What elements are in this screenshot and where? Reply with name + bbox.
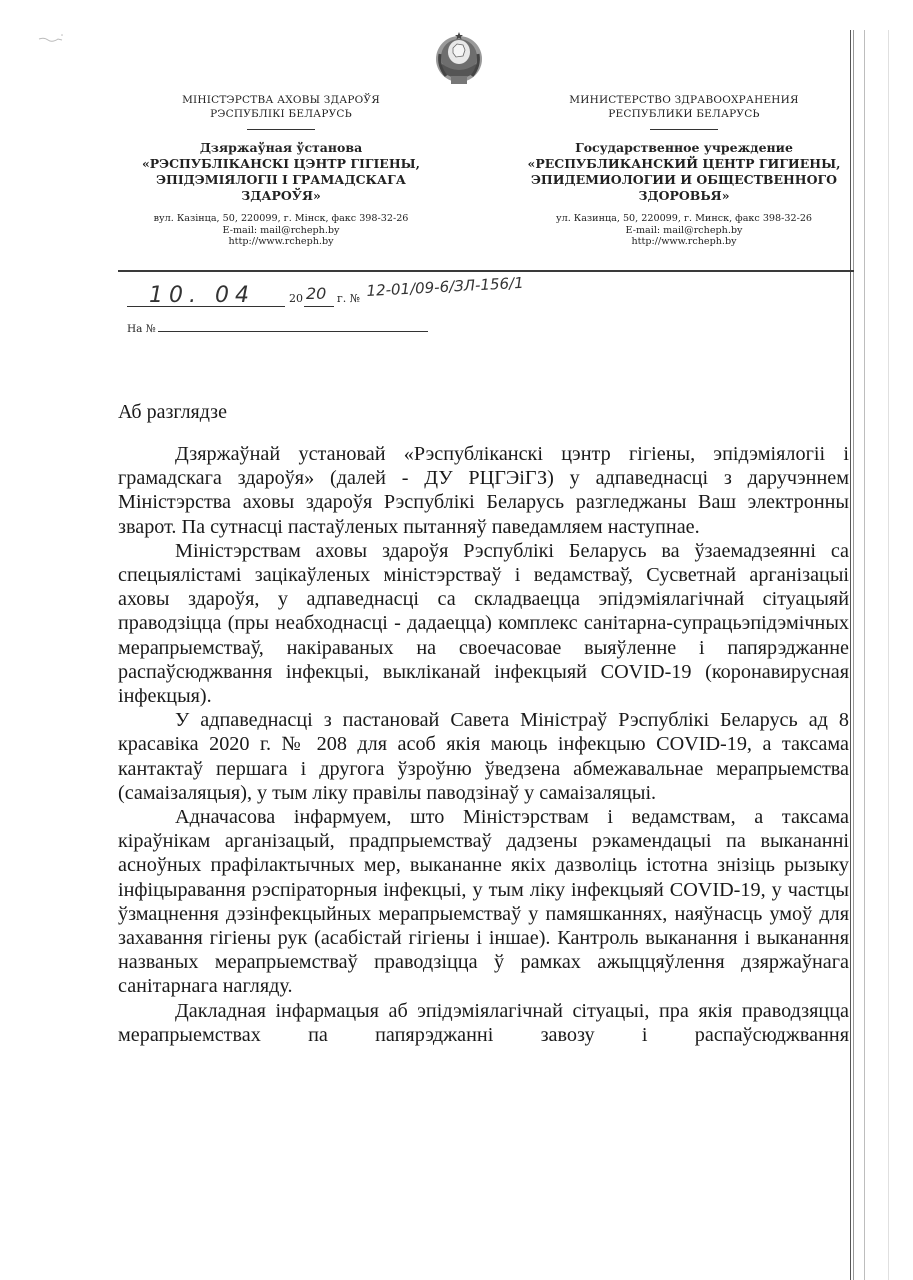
handwritten-date: 10. 04 — [149, 283, 255, 308]
number-label: г. № — [337, 292, 361, 305]
ministry-country: РЕСПУБЛИКИ БЕЛАРУСЬ — [608, 108, 760, 120]
year-field — [304, 282, 334, 307]
letterhead-rule — [118, 270, 854, 272]
website: http://www.rcheph.by — [631, 236, 737, 247]
subject-line: Аб разглядзе — [118, 401, 227, 423]
handwritten-year: 20 — [306, 284, 327, 303]
email: E-mail: mail@rcheph.by — [625, 224, 743, 236]
paragraph: Дакладная інфармацыя аб эпідэміялагічнай сітуацыі, пра якія праводзяцца мерапрыемствах па папярэджанні завозу і распаўсюджвання — [118, 999, 849, 1046]
scan-edge-line — [864, 30, 865, 1280]
institution-name-line: «РЕСПУБЛИКАНСКИЙ ЦЕНТР ГИГИЕНЫ, — [527, 156, 841, 171]
paragraph: Міністэрствам аховы здароўя Рэспублікі Беларусь ва ўзаемадзеянні са спецыялістамі зацікаўленых міністэрстваў і ведамстваў, Сусветнай арганізацыі аховы здароўя, у адпаведнасці са складваецца эпідэміялагічнай сітуацыяй праводзіцца (пры неабходнасці - дадаецца) комплекс санітарна-супрацьэпідэмічных мерапрыемстваў, накіраваных на своечасовае выяўленне і папярэджанне распаўсюджвання інфекцыі, выкліканай інфекцыяй COVID-19 (коронавирусная інфекцыя). — [118, 539, 849, 708]
paragraph: У адпаведнасці з пастановай Савета Міністраў Рэспублікі Беларусь ад 8 красавіка 2020 г. № 208 для асоб якія маюць інфекцыю COVID-19, а таксама кантактаў першага і другога ўзроўню ўведзена абмежавальнае мерапрыемства (самаізаляцыя), у тым ліку правілы паводзінаў у самаізаляцыі. — [118, 709, 849, 804]
letterhead-russian — [512, 93, 856, 248]
ministry-name: МІНІСТЭРСТВА АХОВЫ ЗДАРОЎЯ — [182, 94, 380, 106]
handwritten-reference-number: 12-01/09-6/ЗЛ-156/1 — [366, 273, 525, 300]
ministry-country: РЭСПУБЛІКІ БЕЛАРУСЬ — [210, 108, 352, 120]
scan-edge-line — [888, 30, 889, 1280]
institution-name-line: ЗДОРОВЬЯ» — [638, 188, 730, 203]
address: вул. Казінца, 50, 220099, г. Мінск, факс 398-32-26 — [153, 213, 409, 224]
letterhead-belarusian — [108, 93, 454, 248]
website: http://www.rcheph.by — [228, 236, 334, 247]
institution-type: Дзяржаўная ўстанова — [199, 140, 363, 155]
institution-type: Государственное учреждение — [575, 140, 793, 155]
ministry-name: МИНИСТЕРСТВО ЗДРАВООХРАНЕНИЯ — [569, 94, 799, 106]
date-field — [127, 282, 285, 307]
reply-to-line — [127, 321, 428, 335]
divider — [650, 129, 718, 130]
letter-body — [118, 442, 849, 1047]
registration-line — [127, 273, 587, 308]
institution-name-line: ЗДАРОЎЯ» — [241, 188, 321, 203]
institution-name-line: ЭПІДЭМІЯЛОГІІ І ГРАМАДСКАГА — [156, 172, 406, 187]
paragraph: Адначасова інфармуем, што Міністэрствам і ведамствам, а таксама кіраўнікам арганізацый, прадпрыемстваў дадзены рэкамендацыі па выкананні асноўных прафілактычных мер, выкананне якіх дазволіць істотна знізіць рызыку інфіцыравання рэспіраторныя інфекцыі, у тым ліку інфекцыяй COVID-19, у частцы ўзмацнення дэзінфекцыйных мерапрыемстваў у памяшканнях, наяўнасць умоў для захавання гігіены рук (асабістай гігіены і іншае). Кантроль выканання і выканання названых мерапрыемстваў праводзіцца ў рамках ажыццяўлення дзяржаўнага санітарнага нагляду. — [118, 806, 849, 998]
paragraph: Дзяржаўнай установай «Рэспубліканскі цэнтр гігіены, эпідэміялогіі і грамадскага здароўя» (далей - ДУ РЦГЭіГЗ) у адпаведнасці з даручэннем Міністэрства аховы здароўя Рэспублікі Беларусь разгледжаны Ваш электронны зварот. Па сутнасці пастаўленых пытанняў паведамляем наступнае. — [118, 443, 849, 538]
institution-name-line: «РЭСПУБЛІКАНСКІ ЦЭНТР ГІГІЕНЫ, — [141, 156, 421, 171]
email: E-mail: mail@rcheph.by — [222, 224, 340, 236]
reply-to-label: На № — [127, 323, 156, 335]
scan-mark — [38, 33, 64, 43]
divider — [247, 129, 315, 130]
address: ул. Казинца, 50, 220099, г. Минск, факс 398-32-26 — [555, 213, 813, 224]
reply-to-blank — [158, 321, 428, 332]
state-emblem-icon — [434, 26, 484, 92]
institution-name-line: ЭПИДЕМИОЛОГИИ И ОБЩЕСТВЕННОГО — [530, 172, 838, 187]
year-prefix: 20 — [289, 292, 303, 305]
